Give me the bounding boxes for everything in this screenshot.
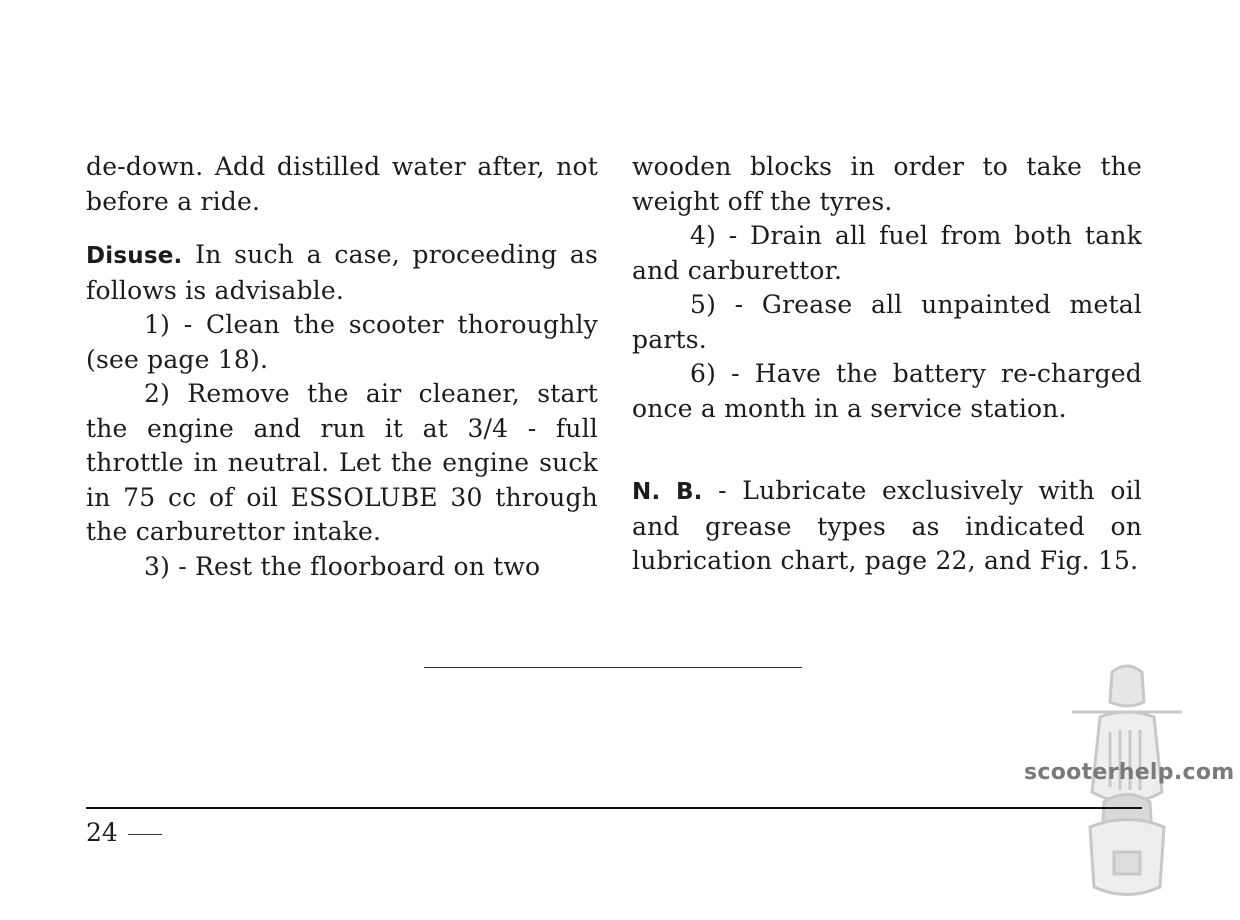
step-3-start: 3) - Rest the floorboard on two — [144, 551, 541, 581]
step-6: 6) - Have the battery re-charged once a month in a service station. — [632, 359, 1142, 423]
left-column — [86, 150, 598, 584]
watermark-text: scooterhelp.com — [1024, 760, 1235, 785]
disuse-intro: In such a case, proceeding as follows is advisable. — [86, 240, 598, 305]
step-3-end: wooden blocks in order to take the weight off the tyres. — [632, 152, 1142, 216]
nb-heading: N. B. — [632, 479, 703, 505]
step-2: 2) Remove the air cleaner, start the engine and run it at 3/4 - full throttle in neutral. Let the engine suck in 75 cc of oil ESSOLUBE 30 through the carburettor intake. — [86, 379, 598, 546]
footer-rule — [86, 807, 1142, 809]
section-divider — [424, 667, 802, 668]
disuse-heading: Disuse. — [86, 243, 183, 269]
right-column — [632, 150, 1142, 579]
step-5: 5) - Grease all unpainted metal parts. — [632, 290, 1142, 354]
note-nb — [632, 474, 1142, 579]
nb-text: - Lubricate exclusively with oil and grease types as indicated on lubrication chart, page 22, and Fig. 15. — [632, 476, 1143, 575]
paragraph-disuse — [86, 238, 598, 308]
page-number-value: 24 — [86, 818, 118, 847]
page-number-dash — [128, 834, 162, 835]
step-1: 1) - Clean the scooter thoroughly (see page 18). — [86, 310, 598, 374]
paragraph-battery-end: de-down. Add distilled water after, not before a ride. — [86, 152, 598, 216]
step-4: 4) - Drain all fuel from both tank and carburettor. — [632, 221, 1142, 285]
page-number — [86, 816, 162, 850]
